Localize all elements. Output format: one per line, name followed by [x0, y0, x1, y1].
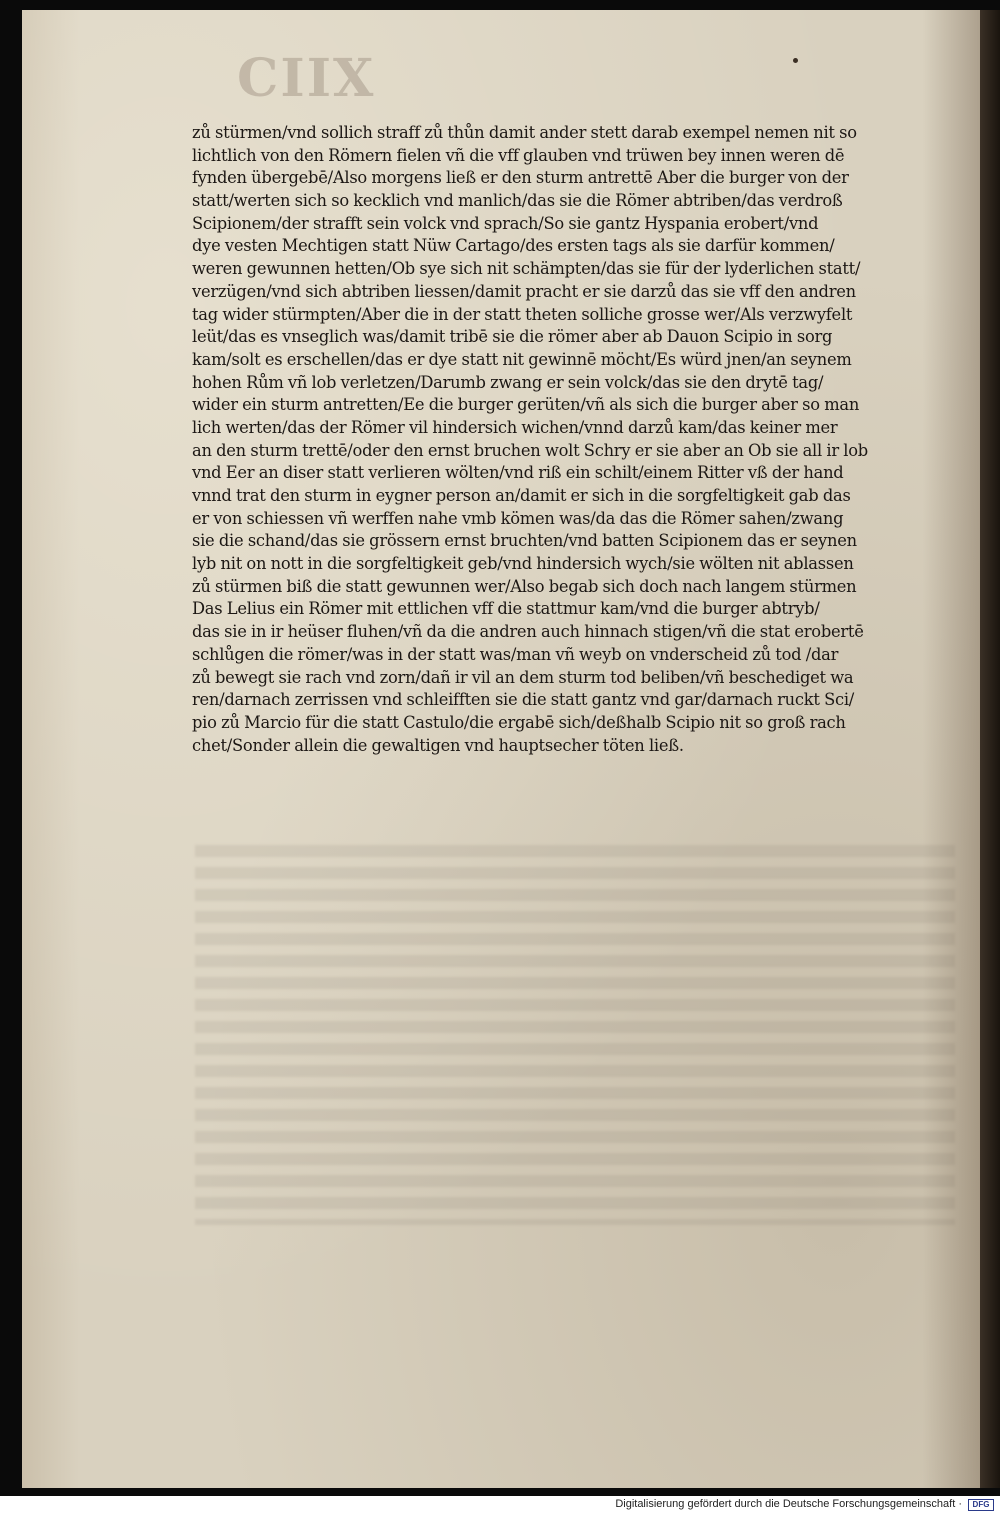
text-line: lichtlich von den Römern fielen vñ die vff glauben vnd trüwen bey innen weren dē: [192, 145, 845, 165]
text-line: vnd Eer an diser statt verlieren wölten/vnd riß ein schilt/einem Ritter vß der hand: [192, 463, 844, 483]
text-line: verzügen/vnd sich abtriben liessen/damit pracht er sie darzů das sie vff den andren: [192, 281, 856, 301]
text-line: hohen Rům vñ lob verletzen/Darumb zwang er sein volck/das sie den drytē tag/: [192, 372, 824, 392]
text-line: an den sturm trettē/oder den ernst bruchen wolt Schry er sie aber an Ob sie all ir lob: [192, 440, 868, 460]
text-line: zů stürmen/vnd sollich straff zů thůn damit ander stett darab exempel nemen nit so: [192, 123, 857, 142]
text-block: [192, 122, 952, 757]
text-line: vnnd trat den sturm in eygner person an/damit er sich in die sorgfeltigkeit gab das: [192, 486, 851, 505]
show-through-text: [195, 845, 955, 1225]
text-line: pio zů Marcio für die statt Castulo/die ergabē sich/deßhalb Scipio nit so groß rach: [192, 712, 846, 732]
text-line: statt/werten sich so kecklich vnd manlich/das sie die Römer abtriben/das verdroß: [192, 191, 843, 211]
text-line: leüt/das es vnseglich was/damit tribē sie die römer aber ab Dauon Scipio in sorg: [192, 327, 833, 347]
footer-bar: [0, 1496, 1000, 1515]
text-line: sie die schand/das sie grössern ernst bruchten/vnd batten Scipionem das er seynen: [192, 531, 857, 551]
text-line: chet/Sonder allein die gewaltigen vnd hauptsecher töten ließ.: [192, 735, 684, 755]
text-line: das sie in ir heüser fluhen/vñ da die andren auch hinnach stigen/vñ die stat erobertē: [192, 622, 864, 642]
dfg-logo-icon[interactable]: DFG: [968, 1499, 994, 1511]
text-line: weren gewunnen hetten/Ob sye sich nit schämpten/das sie für der lyderlichen statt/: [192, 259, 861, 279]
ink-mark: [793, 58, 798, 63]
text-line: tag wider stürmpten/Aber die in der statt theten solliche grosse wer/Als verzwyfelt: [192, 304, 853, 324]
text-line: zů stürmen biß die statt gewunnen wer/Also begab sich doch nach langem stürmen: [192, 576, 857, 596]
funding-note: Digitalisierung gefördert durch die Deutsche Forschungsgemeinschaft ·: [615, 1498, 962, 1510]
text-line: Das Lelius ein Römer mit ettlichen vff die stattmur kam/vnd die burger abtryb/: [192, 599, 820, 619]
text-line: zů bewegt sie rach vnd zorn/dañ ir vil an dem sturm tod beliben/vñ beschediget wa: [192, 667, 854, 687]
text-line: schlůgen die römer/was in der statt was/man vñ weyb on vnderscheid zů tod /dar: [192, 644, 839, 664]
foliation-number: CIIX: [237, 48, 376, 109]
text-line: wider ein sturm antretten/Ee die burger gerüten/vñ als sich die burger aber so man: [192, 395, 860, 415]
text-line: dye vesten Mechtigen statt Nüw Cartago/des ersten tags als sie darfür kommen/: [192, 236, 835, 256]
text-line: fynden übergebē/Also morgens ließ er den sturm antrettē Aber die burger von der: [192, 168, 849, 188]
text-line: lyb nit on nott in die sorgfeltigkeit geb/vnd hindersich wych/sie wölten nit ablassen: [192, 554, 854, 574]
text-line: ren/darnach zerrissen vnd schleifften sie die statt gantz vnd gar/darnach ruckt Sci/: [192, 690, 855, 710]
text-line: er von schiessen vñ werffen nahe vmb kömen was/da das die Römer sahen/zwang: [192, 508, 844, 528]
page-edge: [980, 10, 1000, 1488]
text-line: Scipionem/der strafft sein volck vnd sprach/So sie gantz Hyspania erobert/vnd: [192, 213, 819, 233]
text-line: lich werten/das der Römer vil hindersich wichen/vnnd darzů kam/das keiner mer: [192, 417, 838, 437]
text-line: kam/solt es erschellen/das er dye statt nit gewinnē möcht/Es würd jnen/an seynem: [192, 349, 852, 369]
